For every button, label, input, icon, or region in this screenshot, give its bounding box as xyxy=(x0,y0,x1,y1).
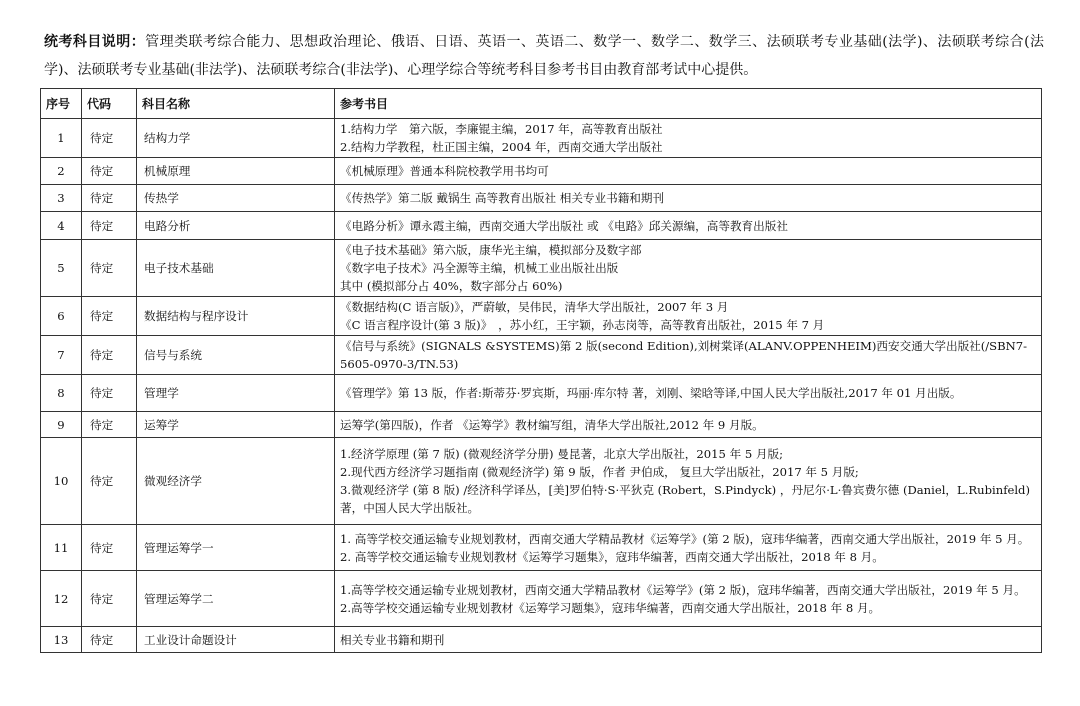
row-code: 待定 xyxy=(82,438,137,525)
table-row xyxy=(41,240,1042,297)
table-row xyxy=(41,627,1042,653)
row-code: 待定 xyxy=(82,412,137,438)
table-row xyxy=(41,571,1042,627)
row-code: 待定 xyxy=(82,158,137,185)
row-number: 10 xyxy=(41,438,82,525)
table-header-row xyxy=(41,89,1042,119)
row-references xyxy=(335,158,1042,185)
row-code: 待定 xyxy=(82,336,137,375)
row-subject-name: 管理运筹学一 xyxy=(137,525,335,571)
row-references xyxy=(335,627,1042,653)
reference-line: 《管理学》第 13 版，作者:斯蒂芬·罗宾斯，玛丽·库尔特 著，刘刚、梁晗等译,中国人民大学出版社,2017 年 01 月出版。 xyxy=(340,386,962,400)
row-subject-name: 管理学 xyxy=(137,375,335,412)
row-number: 9 xyxy=(41,412,82,438)
row-references xyxy=(335,240,1042,297)
row-code: 待定 xyxy=(82,525,137,571)
row-subject-name: 微观经济学 xyxy=(137,438,335,525)
row-references xyxy=(335,297,1042,336)
reference-line: 3.微观经济学 (第 8 版) /经济科学译丛，[美]罗伯特·S·平狄克 (Robert，S.Pindyck) ，丹尼尔·L·鲁宾费尔德 (Daniel，L.Rubinfeld) 著，中国人民大学出版社。 xyxy=(340,483,1030,515)
intro-text: 管理类联考综合能力、思想政治理论、俄语、日语、英语一、英语二、数学一、数学二、数学三、法硕联考专业基础(法学)、法硕联考综合(法学)、法硕联考专业基础(非法学)、法硕联考综合(非法学)、心理学综合等统考科目参考书目由教育部考试中心提供。 xyxy=(44,34,1045,78)
row-subject-name: 传热学 xyxy=(137,185,335,212)
header-subject: 科目名称 xyxy=(137,89,335,119)
reference-line: 《电路分析》谭永霞主编，西南交通大学出版社 或 《电路》邱关源编，高等教育出版社 xyxy=(340,218,788,233)
reference-line: 2. 高等学校交通运输专业规划教材《运筹学习题集》，寇玮华编著，西南交通大学出版社，2018 年 8 月。 xyxy=(340,549,884,564)
row-number: 7 xyxy=(41,336,82,375)
row-number: 2 xyxy=(41,158,82,185)
row-subject-name: 机械原理 xyxy=(137,158,335,185)
row-references xyxy=(335,525,1042,571)
row-number: 5 xyxy=(41,240,82,297)
table-row xyxy=(41,119,1042,158)
reference-line: 《数字电子技术》冯全源等主编，机械工业出版社出版 xyxy=(340,261,619,275)
row-references xyxy=(335,438,1042,525)
reference-table xyxy=(40,88,1042,653)
table-row xyxy=(41,297,1042,336)
reference-line: 《电子技术基础》第六版，康华光主编，模拟部分及数字部 xyxy=(340,243,642,257)
reference-line: 1.经济学原理 (第 7 版) (微观经济学分册) 曼昆著，北京大学出版社，2015 年 5 月版; xyxy=(340,447,784,461)
reference-line: 1. 高等学校交通运输专业规划教材，西南交通大学精品教材《运筹学》(第 2 版)，寇玮华编著，西南交通大学出版社，2019 年 5 月。 xyxy=(340,531,1030,546)
row-subject-name: 管理运筹学二 xyxy=(137,571,335,627)
reference-line: 《机械原理》普通本科院校教学用书均可 xyxy=(340,164,549,178)
row-code: 待定 xyxy=(82,627,137,653)
reference-line: 《数据结构(C 语言版)》，严蔚敏，吴伟民，清华大学出版社，2007 年 3 月 xyxy=(340,300,729,314)
reference-line: 1.结构力学 第六版，李廉锟主编，2017 年，高等教育出版社 xyxy=(340,122,663,136)
reference-line: 2.高等学校交通运输专业规划教材《运筹学习题集》，寇玮华编著，西南交通大学出版社，2018 年 8 月。 xyxy=(340,600,881,615)
row-number: 8 xyxy=(41,375,82,412)
row-code: 待定 xyxy=(82,212,137,240)
header-no: 序号 xyxy=(41,89,82,119)
table-row xyxy=(41,412,1042,438)
row-subject-name: 信号与系统 xyxy=(137,336,335,375)
reference-line: 《传热学》第二版 戴锅生 高等教育出版社 相关专业书籍和期刊 xyxy=(340,191,665,205)
header-references: 参考书目 xyxy=(335,89,1042,119)
row-number: 13 xyxy=(41,627,82,653)
table-row xyxy=(41,185,1042,212)
reference-line: 2.现代西方经济学习题指南 (微观经济学) 第 9 版，作者 尹伯成， 复旦大学出版社，2017 年 5 月版; xyxy=(340,465,859,479)
row-number: 1 xyxy=(41,119,82,158)
row-references xyxy=(335,375,1042,412)
row-number: 12 xyxy=(41,571,82,627)
row-references xyxy=(335,212,1042,240)
row-code: 待定 xyxy=(82,119,137,158)
table-row xyxy=(41,438,1042,525)
row-code: 待定 xyxy=(82,185,137,212)
row-references xyxy=(335,571,1042,627)
row-code: 待定 xyxy=(82,240,137,297)
row-code: 待定 xyxy=(82,297,137,336)
row-code: 待定 xyxy=(82,571,137,627)
table-row xyxy=(41,158,1042,185)
reference-line: 《信号与系统》(SIGNALS &SYSTEMS)第 2 版(second Edition),刘树棠译(ALANV.OPPENHEIM)西安交通大学出版社(/SBN7-5605-0970-3/TN.53) xyxy=(340,339,1028,371)
row-references xyxy=(335,185,1042,212)
table-row xyxy=(41,336,1042,375)
row-subject-name: 电路分析 xyxy=(137,212,335,240)
reference-line: 其中 (模拟部分占 40%，数字部分占 60%) xyxy=(340,279,563,293)
row-number: 11 xyxy=(41,525,82,571)
table-row xyxy=(41,375,1042,412)
reference-line: 1.高等学校交通运输专业规划教材，西南交通大学精品教材《运筹学》(第 2 版)，寇玮华编著，西南交通大学出版社，2019 年 5 月。 xyxy=(340,582,1026,597)
reference-line: 运筹学(第四版)，作者 《运筹学》教材编写组，清华大学出版社,2012 年 9 月版。 xyxy=(340,417,764,432)
intro-paragraph xyxy=(44,28,1044,84)
row-code: 待定 xyxy=(82,375,137,412)
row-references xyxy=(335,336,1042,375)
row-number: 4 xyxy=(41,212,82,240)
row-number: 6 xyxy=(41,297,82,336)
row-subject-name: 数据结构与程序设计 xyxy=(137,297,335,336)
reference-line: 相关专业书籍和期刊 xyxy=(340,632,445,647)
row-subject-name: 电子技术基础 xyxy=(137,240,335,297)
header-code: 代码 xyxy=(82,89,137,119)
row-number: 3 xyxy=(41,185,82,212)
row-subject-name: 工业设计命题设计 xyxy=(137,627,335,653)
row-subject-name: 结构力学 xyxy=(137,119,335,158)
row-references xyxy=(335,119,1042,158)
table-row xyxy=(41,212,1042,240)
reference-line: 《C 语言程序设计(第 3 版)》 ，苏小红，王宇颖，孙志岗等，高等教育出版社，2015 年 7 月 xyxy=(340,318,825,332)
reference-line: 2.结构力学教程，杜正国主编，2004 年，西南交通大学出版社 xyxy=(340,140,663,154)
row-references xyxy=(335,412,1042,438)
table-body xyxy=(41,119,1042,653)
row-subject-name: 运筹学 xyxy=(137,412,335,438)
table-row xyxy=(41,525,1042,571)
intro-bold-label: 统考科目说明： xyxy=(44,34,146,50)
